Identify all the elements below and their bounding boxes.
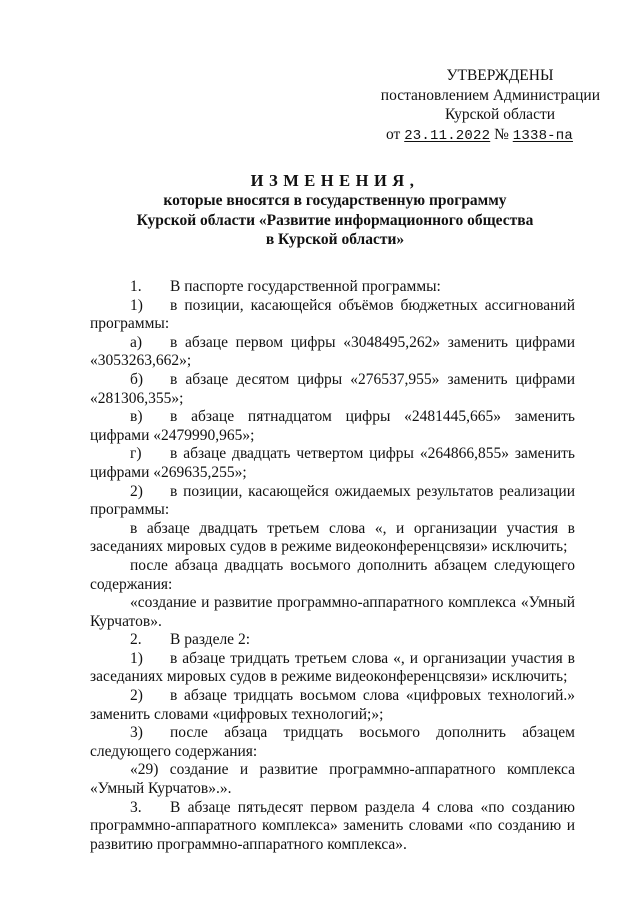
paragraph-text: в абзаце первом цифры «3048495,262» заменить цифрами «3053263,662»; xyxy=(90,333,575,370)
document-body xyxy=(90,278,575,854)
paragraph-number: 2. xyxy=(130,631,142,649)
paragraph-number: 2) xyxy=(130,482,143,500)
title-main: ИЗМЕНЕНИЯ, xyxy=(250,171,420,190)
paragraph xyxy=(90,631,575,650)
paragraph-text: В паспорте государственной программы: xyxy=(170,278,441,295)
approval-decree-line: постановлением Администрации xyxy=(380,86,600,104)
paragraph-number: 3) xyxy=(130,724,143,742)
decree-date: 23.11.2022 xyxy=(404,127,491,144)
paragraph xyxy=(90,483,575,520)
paragraph-text: в абзаце тридцать восьмом слова «цифровых технологий.» заменить словами «цифровых технологий;»; xyxy=(90,687,575,723)
paragraph-text: в абзаце двадцать четвертом цифры «264866,855» заменить цифрами «269635,255»; xyxy=(90,445,575,481)
paragraph-text: в позиции, касающейся объёмов бюджетных ассигнований программы: xyxy=(90,296,575,333)
paragraph-text: В абзаце пятьдесят первом раздела 4 слова «по созданию программно-аппаратного комплекса» заменить словами «по созданию и развитию программно-аппаратного комплекса». xyxy=(90,798,575,853)
paragraph-text: после абзаца двадцать восьмого дополнить абзацем следующего содержания: xyxy=(90,556,575,593)
title-line-3: в Курской области» xyxy=(265,231,405,248)
paragraph-number: 3. xyxy=(130,798,142,816)
date-prefix: от xyxy=(386,125,401,143)
paragraph xyxy=(90,799,575,855)
number-prefix: № xyxy=(494,125,509,143)
paragraph xyxy=(90,408,575,445)
approval-stamp xyxy=(380,66,600,146)
paragraph-text: в позиции, касающейся ожидаемых результатов реализации программы: xyxy=(90,482,575,519)
paragraph xyxy=(90,650,575,687)
paragraph-number: 2) xyxy=(130,687,143,705)
paragraph-text: в абзаце десятом цифры «276537,955» заменить цифрами «281306,355»; xyxy=(90,370,575,407)
approval-region-line: Курской области xyxy=(444,106,556,123)
paragraph-number: 1. xyxy=(130,278,142,295)
paragraph xyxy=(90,557,575,594)
approval-date-line xyxy=(380,125,600,147)
paragraph-number: 1) xyxy=(130,649,143,667)
paragraph xyxy=(90,371,575,408)
paragraph xyxy=(90,334,575,371)
approval-heading: УТВЕРЖДЕНЫ xyxy=(446,67,554,84)
paragraph xyxy=(90,687,575,724)
paragraph-text: в абзаце пятнадцатом цифры «2481445,665» заменить цифрами «2479990,965»; xyxy=(90,408,575,444)
paragraph-number: в) xyxy=(130,408,143,426)
title-line-2: Курской области «Развитие информационного общества xyxy=(136,211,534,229)
paragraph-text: в абзаце тридцать третьем слова «, и организации участия в заседаниях мировых судов в режиме видеоконференцсвязи» исключить; xyxy=(90,649,575,686)
document-title xyxy=(90,170,580,250)
paragraph xyxy=(90,724,575,761)
paragraph-text: «29) создание и развитие программно-аппаратного комплекса «Умный Курчатов».». xyxy=(90,761,575,798)
title-line-1: которые вносятся в государственную программу xyxy=(163,192,507,209)
paragraph-number: г) xyxy=(130,445,142,463)
paragraph-number: 1) xyxy=(130,296,143,314)
paragraph xyxy=(90,594,575,631)
paragraph xyxy=(90,520,575,557)
paragraph xyxy=(90,761,575,798)
paragraph-number: а) xyxy=(130,333,143,351)
paragraph-number: б) xyxy=(130,370,144,388)
paragraph xyxy=(90,445,575,482)
paragraph-text: «создание и развитие программно-аппаратного комплекса «Умный Курчатов». xyxy=(90,594,575,630)
paragraph xyxy=(90,297,575,334)
paragraph xyxy=(90,278,575,297)
paragraph-text: в абзаце двадцать третьем слова «, и организации участия в заседаниях мировых судов в режиме видеоконференцсвязи» исключить; xyxy=(90,519,575,556)
paragraph-text: после абзаца тридцать восьмого дополнить абзацем следующего содержания: xyxy=(90,724,575,760)
paragraph-text: В разделе 2: xyxy=(170,631,250,649)
decree-number: 1338-па xyxy=(512,127,573,144)
